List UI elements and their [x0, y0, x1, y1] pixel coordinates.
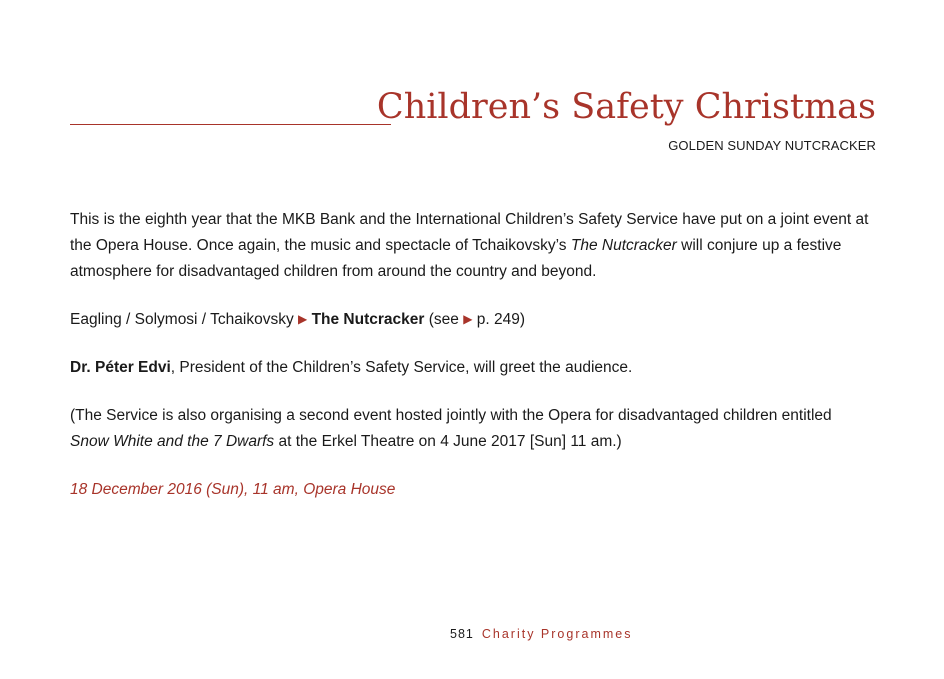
article-body: [70, 207, 870, 525]
greeter-name: Dr. Péter Edvi: [70, 359, 171, 376]
event-date: 18 December 2016 (Sun), 11 am, Opera House: [70, 481, 396, 498]
arrow-right-icon: ▶: [463, 312, 473, 326]
note-text-start: (The Service is also organising a second event hosted jointly with the Opera for disadvantaged children entitled: [70, 407, 832, 424]
page-footer: [450, 627, 632, 641]
page-number: 581: [450, 627, 474, 641]
note-work-title: Snow White and the 7 Dwarfs: [70, 433, 275, 450]
see-reference: (see: [428, 311, 459, 328]
greeting-text: , President of the Children’s Safety Service, will greet the audience.: [170, 359, 633, 376]
page-title: Children’s Safety Christmas: [376, 87, 876, 127]
note-paragraph: [70, 403, 870, 455]
intro-work-title: The Nutcracker: [570, 237, 677, 254]
section-name: Charity Programmes: [481, 627, 633, 641]
page-reference-link[interactable]: p. 249): [476, 311, 526, 328]
note-text-end: at the Erkel Theatre on 4 June 2017 [Sun] 11 am.): [274, 433, 622, 450]
intro-paragraph: [70, 207, 870, 285]
credits-work-title: The Nutcracker: [311, 311, 425, 328]
page-subtitle: GOLDEN SUNDAY NUTCRACKER: [668, 138, 876, 153]
arrow-right-icon: ▶: [298, 312, 308, 326]
header-rule: [70, 124, 391, 125]
greeting-paragraph: [70, 355, 870, 381]
credits-authors: Eagling / Solymosi / Tchaikovsky: [70, 311, 294, 328]
intro-text-end: will conjure up a festive atmosphere for disadvantaged children from around the country and beyond.: [70, 237, 842, 280]
credits-line: [70, 307, 870, 333]
intro-text-start: This is the eighth year that the MKB Bank and the International Children’s Safety Service have put on a joint event at the Opera House. Once again, the music and spectacle of Tchaikovsky’s: [70, 211, 869, 254]
